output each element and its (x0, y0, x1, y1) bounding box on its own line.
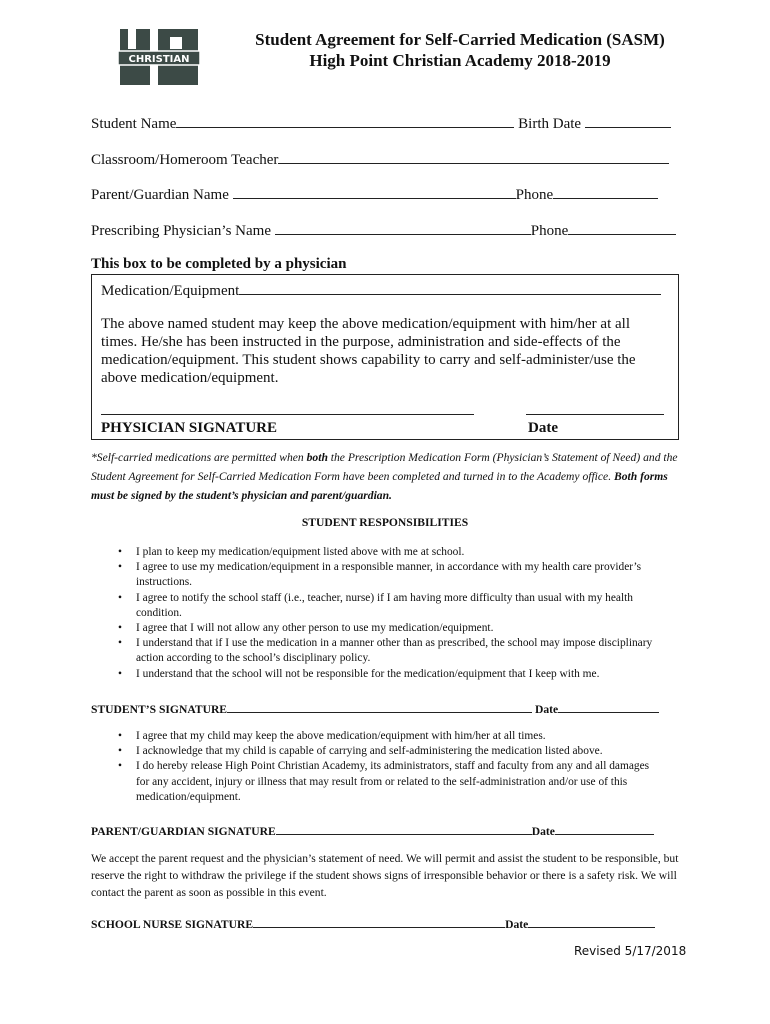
list-item: • I agree to use my medication/equipment in a responsible manner, in accordance with my health care provider’s instructions. (118, 560, 663, 590)
physician-name-field[interactable] (275, 220, 531, 235)
list-item: • I understand that if I use the medication in a manner other than as prescribed, the school may impose disciplinary action according to the school’s disciplinary policy. (118, 636, 663, 666)
form-subtitle: High Point Christian Academy 2018-2019 (309, 51, 611, 70)
physician-phone-field[interactable] (568, 220, 676, 235)
parent-name-label: Parent/Guardian Name (91, 187, 229, 203)
list-item: • I agree to notify the school staff (i.e., teacher, nurse) if I am having more difficulty than usual with my health condition. (118, 591, 663, 621)
list-item: • I agree that my child may keep the above medication/equipment with him/her at all times. (118, 729, 663, 744)
birth-date-label: Birth Date (518, 116, 582, 132)
parent-row (91, 184, 658, 204)
physician-statement: The above named student may keep the above medication/equipment with him/her at all times. He/she has been instructed in the purpose, administration and side-effects of the medication/equipment. This student shows capability to carry and self-administer/use the above medication/equipment. (101, 316, 636, 386)
nurse-date-field[interactable] (528, 915, 655, 928)
list-item: • I do hereby release High Point Christian Academy, its administrators, staff and faculty from any and all damages for any accident, injury or illness that may result from or related to the self-administration and/or use of this medication/equipment. (118, 759, 663, 805)
parent-date-field[interactable] (555, 822, 654, 835)
school-logo (118, 27, 200, 89)
student-date-label: Date (534, 703, 559, 716)
parent-signature-row (91, 822, 654, 838)
student-name-label: Student Name (91, 116, 177, 132)
logo-band-text: CHRISTIAN (128, 54, 190, 65)
physician-signature-label: PHYSICIAN SIGNATURE (101, 420, 278, 436)
nurse-signature-row (91, 915, 655, 931)
parent-signature-field[interactable] (276, 822, 532, 835)
student-signature-label: STUDENT’S SIGNATURE (91, 703, 228, 716)
list-item: • I understand that the school will not be responsible for the medication/equipment that I keep with me. (118, 667, 663, 682)
note-bold-both: both (306, 451, 328, 464)
physician-row (91, 220, 676, 240)
student-responsibilities-list (118, 545, 663, 682)
physician-name-label: Prescribing Physician’s Name (91, 223, 271, 239)
parent-agreement-list (118, 729, 663, 805)
parent-signature-label: PARENT/GUARDIAN SIGNATURE (91, 825, 276, 838)
note-part2: the Prescription Medication Form (Physician’s Statement of Need) and the Student Agreement for Self-Carried Medication Form have been completed and turned in to the Academy office. (91, 451, 678, 483)
student-name-row (91, 113, 671, 133)
birth-date-field[interactable] (585, 113, 671, 128)
physician-box-heading: This box to be completed by a physician (91, 256, 347, 272)
acceptance-statement: We accept the parent request and the physician’s statement of need. We will permit and assist the student to be responsible, but reserve the right to withdraw the privilege if the student shows signs of irresponsible behavior or there is a safety risk. We will contact the parent as soon as possible in this event. (91, 852, 679, 899)
parent-phone-field[interactable] (553, 184, 658, 199)
student-signature-row (91, 700, 659, 716)
form-title: Student Agreement for Self-Carried Medication (SASM) (255, 30, 665, 49)
nurse-signature-field[interactable] (253, 915, 505, 928)
student-signature-field[interactable] (227, 700, 532, 713)
list-item: • I agree that I will not allow any other person to use my medication/equipment. (118, 621, 663, 636)
physician-phone-label: Phone (530, 223, 569, 239)
note-bold-forms: Both forms must be signed by the student’s physician and parent/guardian. (91, 470, 668, 502)
list-item: • I acknowledge that my child is capable of carrying and self-administering the medication listed above. (118, 744, 663, 759)
physician-signature-line[interactable] (101, 414, 474, 415)
nurse-signature-label: SCHOOL NURSE SIGNATURE (91, 918, 254, 931)
parent-date-label: Date (531, 825, 555, 838)
teacher-field[interactable] (278, 149, 669, 164)
physician-date-line[interactable] (526, 414, 664, 415)
student-date-field[interactable] (558, 700, 659, 713)
medication-row (101, 280, 661, 300)
teacher-label: Classroom/Homeroom Teacher (91, 152, 279, 168)
note-part1: Self-carried medications are permitted when (96, 451, 307, 464)
revision-date: Revised 5/17/2018 (574, 944, 687, 958)
note-star: * (91, 451, 97, 464)
list-item: • I plan to keep my medication/equipment listed above with me at school. (118, 545, 663, 560)
self-carry-note (91, 448, 681, 505)
parent-phone-label: Phone (515, 187, 554, 203)
student-name-field[interactable] (176, 113, 514, 128)
medication-label: Medication/Equipment (101, 283, 240, 299)
student-responsibilities-heading: STUDENT RESPONSIBILITIES (301, 516, 469, 529)
parent-name-field[interactable] (233, 184, 516, 199)
nurse-date-label: Date (505, 918, 529, 931)
medication-field[interactable] (239, 280, 661, 295)
physician-date-label: Date (528, 420, 558, 436)
teacher-row (91, 149, 669, 169)
